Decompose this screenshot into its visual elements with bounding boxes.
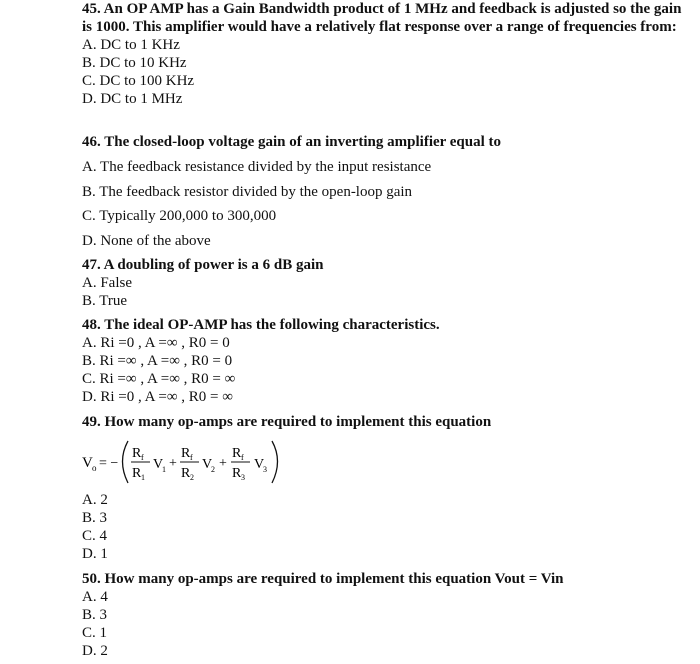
eq-term3-den-sub: 3 (241, 473, 245, 482)
question-45-option-b: B. DC to 10 KHz (82, 55, 187, 71)
question-48-option-c: C. Ri =∞ , A =∞ , R0 = ∞ (82, 371, 236, 387)
question-45-text: 45. An OP AMP has a Gain Bandwidth product of 1 MHz and feedback is adjusted so the gain is 1000. This amplifier would have a relatively flat response over a range of frequencies from: (82, 1, 682, 35)
question-47 (82, 256, 323, 310)
question-45-option-a: A. DC to 1 KHz (82, 37, 180, 53)
eq-plus-2: + (219, 456, 227, 471)
eq-term1-den-sub: 1 (141, 473, 145, 482)
eq-equals: = − (99, 456, 119, 471)
question-48-option-b: B. Ri =∞ , A =∞ , R0 = 0 (82, 353, 233, 369)
question-46-option-c: C. Typically 200,000 to 300,000 (82, 208, 277, 224)
eq-term2-den: R (181, 466, 191, 481)
eq-term1-den: R (132, 466, 142, 481)
question-50-option-a: A. 4 (82, 589, 108, 605)
question-48-text: 48. The ideal OP-AMP has the following characteristics. (82, 317, 440, 333)
question-48-option-a: A. Ri =0 , A =∞ , R0 = 0 (82, 335, 230, 351)
question-46 (82, 133, 501, 253)
question-45-option-c: C. DC to 100 KHz (82, 73, 195, 89)
eq-term1-v: V (153, 457, 164, 472)
eq-term1-num-sub: f (141, 453, 144, 462)
eq-term2-v-sub: 2 (211, 465, 215, 474)
question-46-option-d: D. None of the above (82, 232, 211, 249)
question-49-option-c: C. 4 (82, 528, 108, 544)
eq-term3-v-sub: 3 (263, 465, 267, 474)
question-50-option-b: B. 3 (82, 607, 108, 623)
question-47-text: 47. A doubling of power is a 6 dB gain (82, 257, 324, 273)
question-46-text: 46. The closed-loop voltage gain of an inverting amplifier equal to (82, 134, 502, 150)
eq-plus-1: + (169, 456, 177, 471)
eq-term2-num-sub: f (190, 453, 193, 462)
question-48 (82, 316, 440, 406)
question-45-option-d: D. DC to 1 MHz (82, 91, 183, 107)
question-47-option-b: B. True (82, 293, 128, 309)
question-49-text: 49. How many op-amps are required to implement this equation (82, 414, 492, 430)
eq-term3-den: R (232, 466, 242, 481)
question-46-option-a: A. The feedback resistance divided by the input resistance (82, 159, 432, 175)
question-50 (82, 570, 564, 660)
eq-term1-v-sub: 1 (162, 465, 166, 474)
question-48-option-d: D. Ri =0 , A =∞ , R0 = ∞ (82, 389, 233, 405)
eq-term2-v: V (202, 457, 213, 472)
summing-amplifier-equation (82, 433, 302, 489)
eq-right-paren (272, 441, 278, 483)
question-47-option-a: A. False (82, 275, 132, 291)
eq-term3-num-sub: f (241, 453, 244, 462)
question-49-option-d: D. 1 (82, 546, 108, 562)
question-49 (82, 413, 492, 562)
eq-term3-v: V (254, 457, 265, 472)
eq-lhs-sub: o (92, 463, 97, 473)
question-49-option-b: B. 3 (82, 510, 108, 526)
question-49-option-a: A. 2 (82, 492, 108, 508)
eq-lhs: V (82, 455, 93, 471)
question-46-options (82, 155, 501, 253)
question-46-option-b: B. The feedback resistor divided by the open-loop gain (82, 183, 413, 200)
eq-term1-num: R (132, 446, 142, 461)
question-49-options (82, 491, 108, 563)
eq-term3-num: R (232, 446, 242, 461)
question-45 (82, 0, 694, 108)
question-50-option-c: C. 1 (82, 625, 108, 641)
eq-term2-den-sub: 2 (190, 473, 194, 482)
eq-term2-num: R (181, 446, 191, 461)
question-50-text: 50. How many op-amps are required to implement this equation Vout = Vin (82, 571, 564, 587)
question-50-option-d: D. 2 (82, 643, 108, 659)
eq-left-paren (123, 441, 129, 483)
